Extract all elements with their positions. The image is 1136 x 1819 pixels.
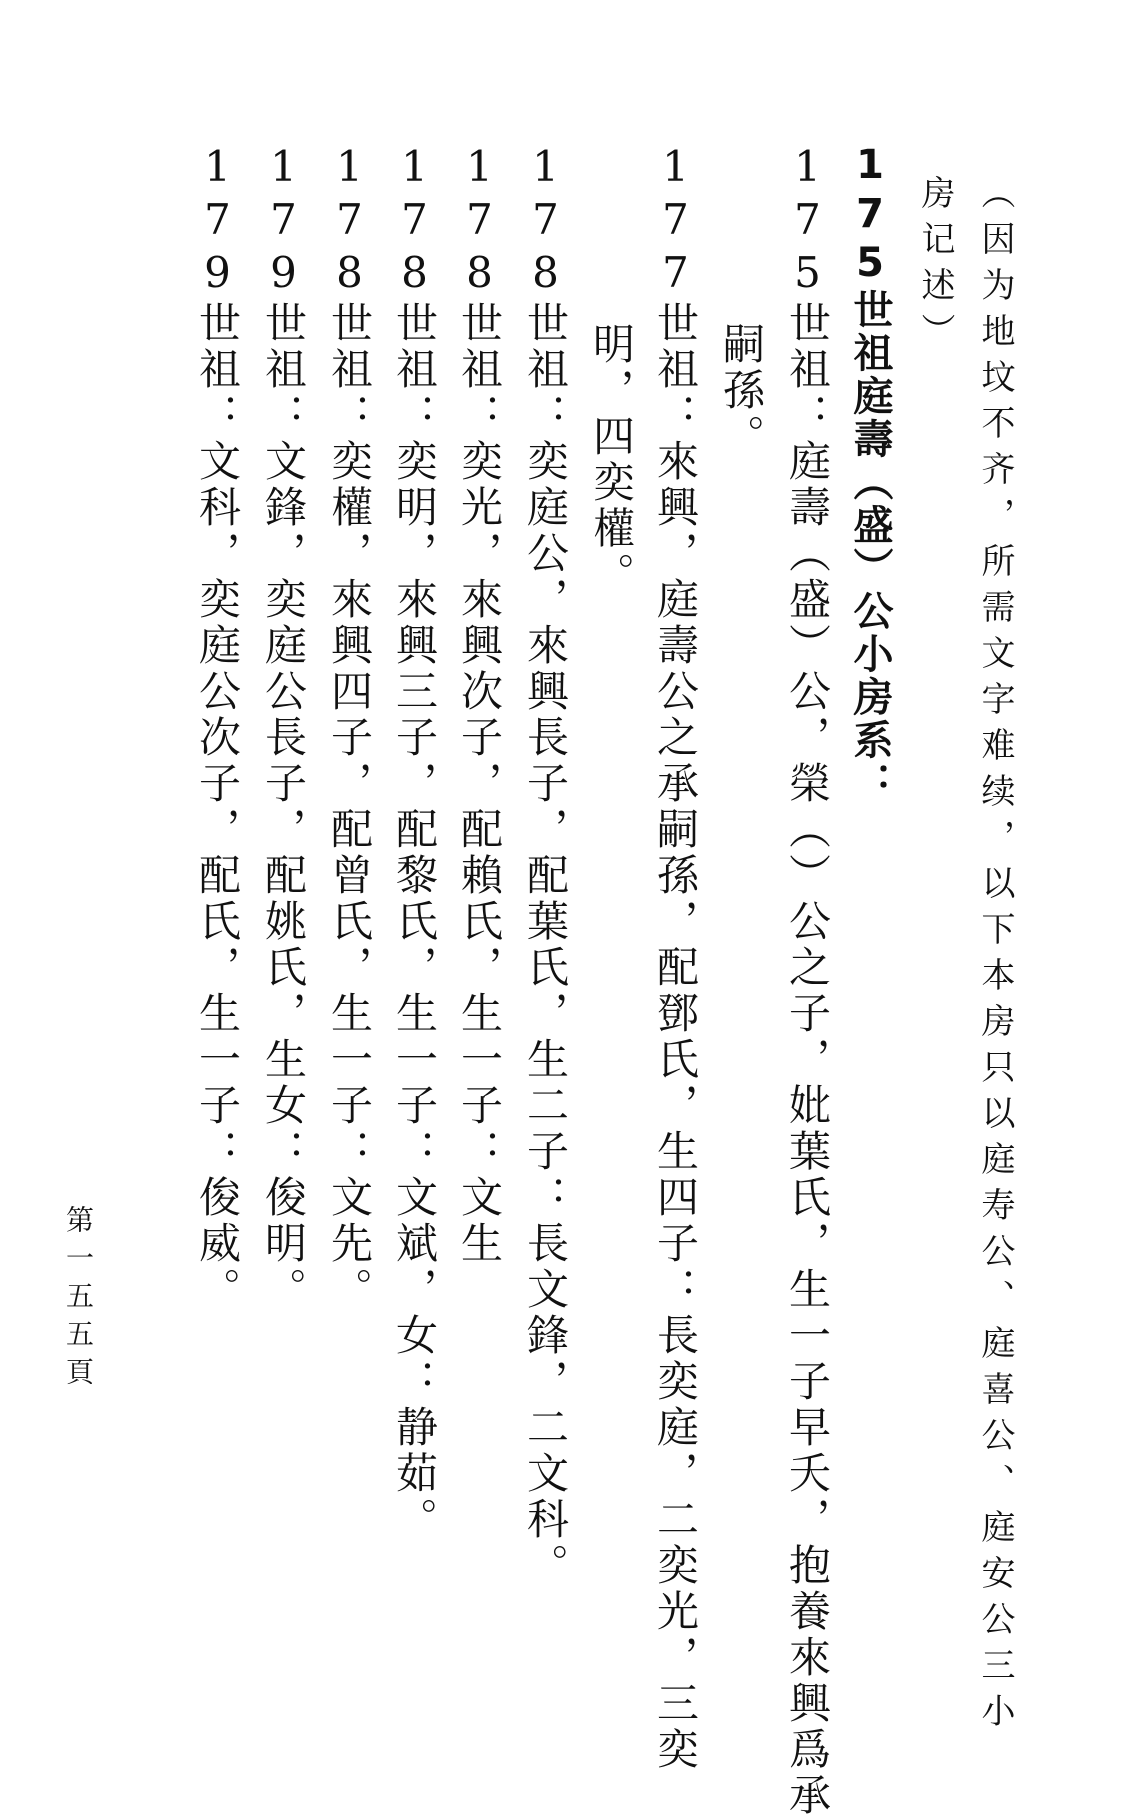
genealogy-entry: 175世祖：庭壽（盛）公，榮（）公之子，妣葉氏，生一子早夭，抱養來興爲承 [783,142,832,1819]
section-heading: 175世祖庭壽（盛）公小房系： [847,142,893,805]
genealogy-entry-continuation: 明，四奕權。 [587,322,636,598]
intro-note-line-1: （因为地坟不齐，所需文字难续，以下本房只以庭寿公、庭喜公、庭安公三小 [975,175,1015,1739]
intro-note-line-2: 房记述） [915,175,955,359]
genealogy-entry: 179世祖：文科，奕庭公次子，配氏，生一子：俊威。 [193,142,242,1313]
page-number: 第一五五頁 [62,1205,95,1395]
genealogy-entry: 178世祖：奕光，來興次子，配賴氏，生一子：文生 [455,142,504,1267]
genealogy-entry: 178世祖：奕權，來興四子，配曾氏，生一子：文先。 [325,142,374,1313]
genealogy-entry: 179世祖：文鋒，奕庭公長子，配姚氏，生女：俊明。 [259,142,308,1313]
genealogy-entry: 177世祖：來興，庭壽公之承嗣孫，配鄧氏，生四子：長奕庭，二奕光，三奕 [651,142,700,1773]
genealogy-entry: 178世祖：奕明，來興三子，配黎氏，生一子：文斌，女：静茹。 [390,142,439,1543]
genealogy-entry: 178世祖：奕庭公，來興長子，配葉氏，生二子：長文鋒，二文科。 [521,142,570,1589]
genealogy-entry-continuation: 嗣孫。 [717,322,766,460]
